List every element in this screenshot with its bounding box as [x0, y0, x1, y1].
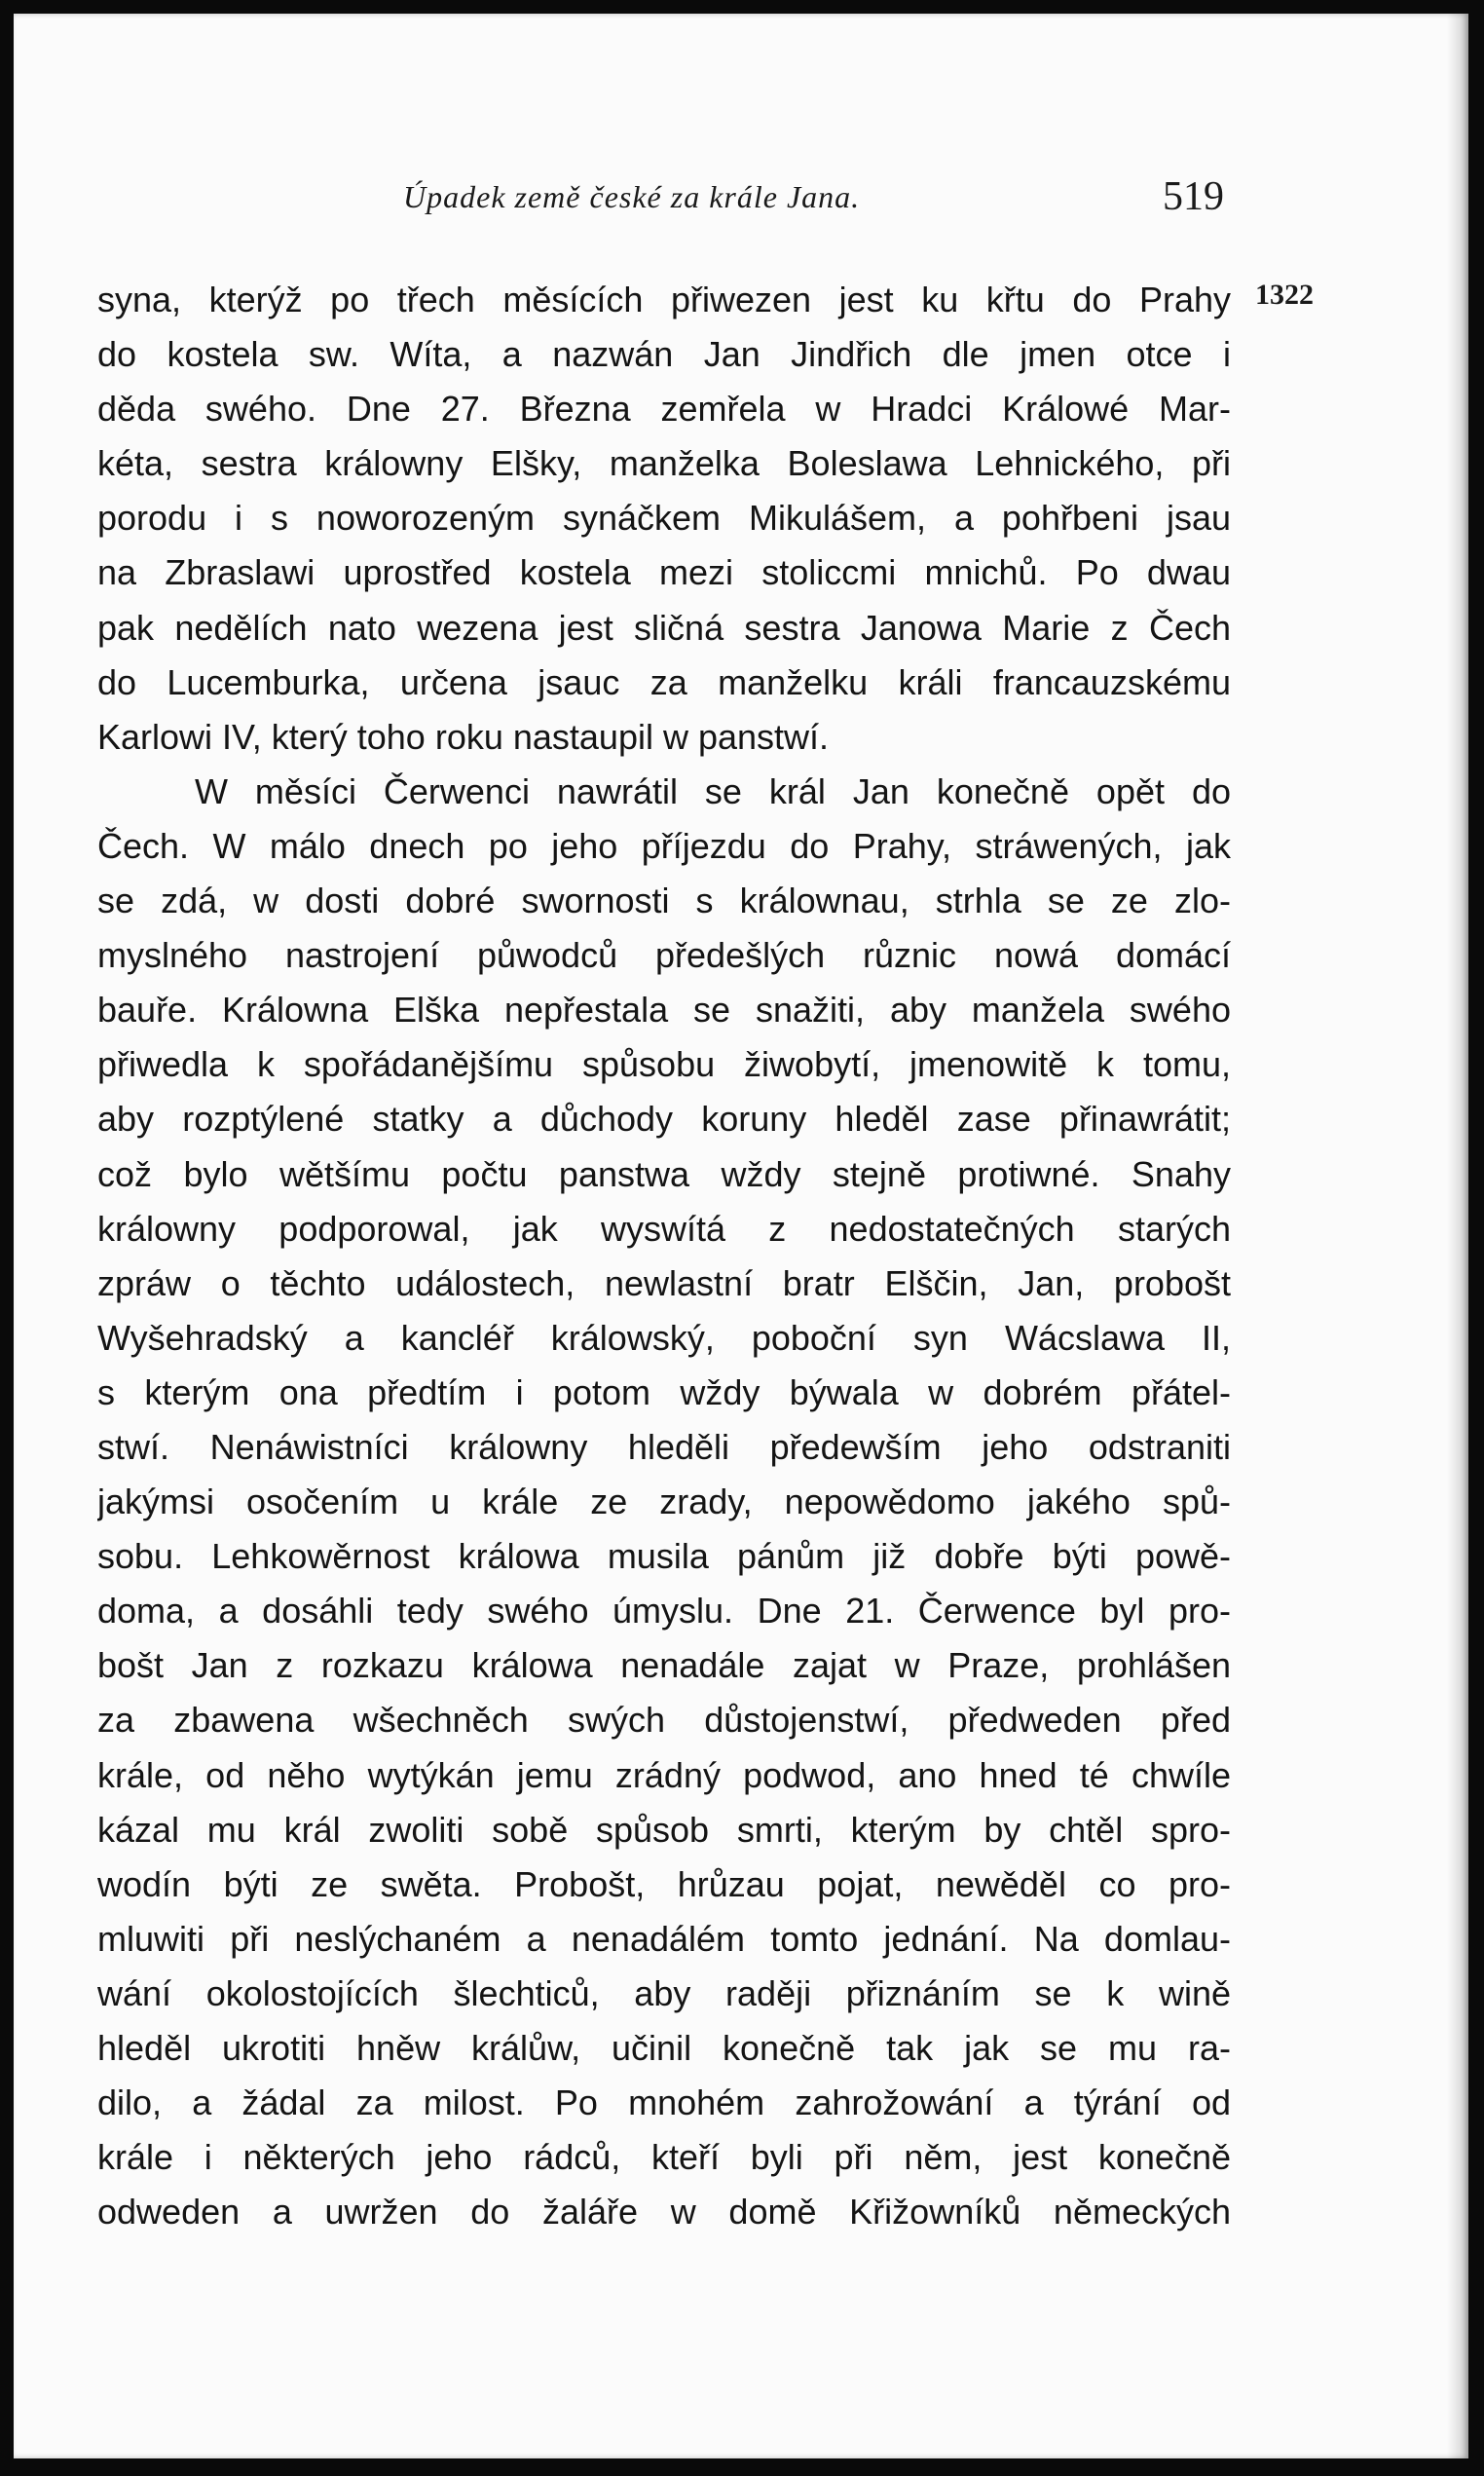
- text-line-paragraph-end: Karlowi IV, který toho roku nastaupil w panstwí.: [97, 716, 830, 757]
- text-line: Wyšehradský a kancléř králowský, poboční syn Wácslawa II,: [97, 1317, 1231, 1358]
- text-line: wodín býti ze swěta. Probošt, hrůzau pojat, newěděl co pro-: [97, 1863, 1231, 1904]
- text-line: odweden a uwržen do žaláře w domě Křižowníků německých: [97, 2192, 1231, 2232]
- text-line: jakýmsi osočením u krále ze zrady, nepowědomo jakého spů-: [97, 1482, 1231, 1522]
- text-line: což bylo wětšímu počtu panstwa wždy stejně protiwné. Snahy: [97, 1153, 1231, 1194]
- text-line: bauře. Králowna Elška nepřestala se snažiti, aby manžela swého: [97, 990, 1231, 1031]
- text-line: stwí. Nenáwistníci králowny hleděli předewším jeho odstraniti: [97, 1426, 1231, 1467]
- text-line: kázal mu král zwoliti sobě spůsob smrti, kterým by chtěl spro-: [97, 1809, 1231, 1850]
- text-line: krále, od něho wytýkán jemu zrádný podwod, ano hned té chwíle: [97, 1754, 1231, 1795]
- text-line: na Zbraslawi uprostřed kostela mezi stoliccmi mnichů. Po dwau: [97, 552, 1231, 593]
- text-line: dilo, a žádal za milost. Po mnohém zahrožowání a týrání od: [97, 2082, 1231, 2123]
- text-line-paragraph-start: W měsíci Čerwenci nawrátil se král Jan konečně opět do: [195, 770, 1231, 811]
- text-line: hleděl ukrotiti hněw králůw, učinil konečně tak jak se mu ra-: [97, 2028, 1231, 2068]
- text-line: děda swého. Dne 27. Března zemřela w Hradci Králowé Mar-: [97, 389, 1231, 430]
- text-line: mluwiti při neslýchaném a nenadálém tomto jednání. Na domlau-: [97, 1918, 1231, 1959]
- text-line: sobu. Lehkowěrnost králowa musila pánům již dobře býti powě-: [97, 1536, 1231, 1577]
- text-line: krále i některých jeho rádců, kteří byli při něm, jest konečně: [97, 2137, 1231, 2178]
- text-line: bošt Jan z rozkazu králowa nenadále zajat w Praze, prohlášen: [97, 1645, 1231, 1686]
- text-line: do kostela sw. Wíta, a nazwán Jan Jindřich dle jmen otce i: [97, 334, 1231, 375]
- page-number: 519: [1163, 174, 1224, 219]
- text-line: zpráw o těchto událostech, newlastní bratr Elščin, Jan, probošt: [97, 1262, 1231, 1303]
- text-line: Čech. W málo dnech po jeho příjezdu do Prahy, stráwených, jak: [97, 825, 1231, 866]
- running-head: Úpadek země české za krále Jana.: [403, 179, 861, 214]
- text-line: králowny podporowal, jak wyswítá z nedostatečných starých: [97, 1208, 1231, 1249]
- text-line: kéta, sestra králowny Elšky, manželka Boleslawa Lehnického, při: [97, 443, 1231, 484]
- text-line: do Lucemburka, určena jsauc za manželku králi francauzskému: [97, 661, 1231, 702]
- text-line: s kterým ona předtím i potom wždy býwala w dobrém přátel-: [97, 1371, 1231, 1412]
- text-line: wání okolostojících šlechticů, aby raději přiznáním se k wině: [97, 1972, 1231, 2013]
- text-line: porodu i s noworozeným synáčkem Mikulášem, a pohřbeni jsau: [97, 498, 1231, 539]
- text-line: aby rozptýlené statky a důchody koruny hleděl zase přinawrátit;: [97, 1099, 1231, 1140]
- body-text: [97, 273, 1231, 2239]
- text-line: doma, a dosáhli tedy swého úmyslu. Dne 21. Čerwence byl pro-: [97, 1591, 1231, 1632]
- text-line: pak nedělích nato wezena jest sličná sestra Janowa Marie z Čech: [97, 607, 1231, 648]
- page-edge-shadow: [1447, 14, 1468, 2458]
- text-line: myslného nastrojení půwodců předešlých různic nowá domácí: [97, 935, 1231, 976]
- text-line: přiwedla k spořádanějšímu spůsobu žiwobytí, jmenowitě k tomu,: [97, 1044, 1231, 1085]
- text-line: se zdá, w dosti dobré swornosti s králownau, strhla se ze zlo-: [97, 881, 1231, 921]
- text-line: syna, kterýž po třech měsících přiwezen jest ku křtu do Prahy: [97, 280, 1231, 319]
- text-line: za zbawena wšechněch swých důstojenstwí, předweden před: [97, 1700, 1231, 1741]
- margin-year-note: 1322: [1255, 279, 1314, 311]
- book-page: [14, 14, 1468, 2458]
